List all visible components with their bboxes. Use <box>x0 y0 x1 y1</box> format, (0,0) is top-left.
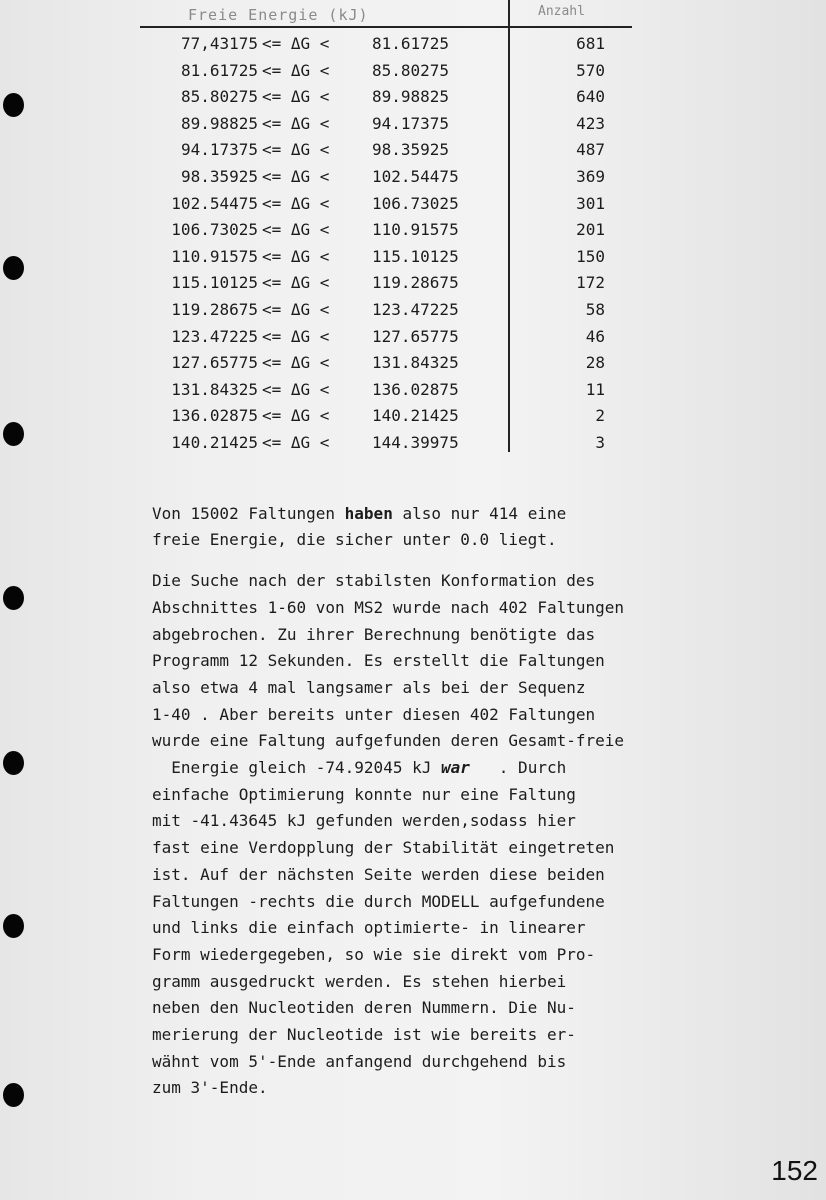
text-line: wähnt vom 5'-Ende anfangend durchgehend bis <box>152 1051 567 1071</box>
range-relation: <= ΔG < <box>262 34 330 53</box>
range-upper-bound: 94.17375 <box>372 113 450 133</box>
fold-count: 2 <box>595 406 605 426</box>
text-line: mit -41.43645 kJ gefunden werden,sodass hier <box>152 811 576 831</box>
range-lower-bound: 115.10125 <box>171 273 258 293</box>
fold-count: 58 <box>585 300 605 319</box>
range-upper-bound: 102.54475 <box>372 167 459 186</box>
table-row <box>0 380 826 407</box>
table-row <box>0 406 826 433</box>
range-lower-bound: 127.65775 <box>171 353 258 373</box>
range-upper-bound: 119.28675 <box>372 273 459 293</box>
range-upper-bound: 98.35925 <box>372 140 450 160</box>
text-line: fast eine Verdopplung der Stabilität eingetreten <box>152 838 615 858</box>
table-row <box>0 61 826 88</box>
range-upper-bound: 106.73025 <box>372 193 459 213</box>
range-lower-bound: 110.91575 <box>171 246 258 266</box>
fold-count: 487 <box>576 140 605 160</box>
fold-count: 301 <box>576 193 605 213</box>
range-upper-bound: 110.91575 <box>372 220 459 240</box>
table-row <box>0 34 826 61</box>
energy-line: Energie gleich -74.92045 kJ war . Durch <box>152 758 567 778</box>
text-line: merierung der Nucleotide ist wie bereits er- <box>152 1025 576 1045</box>
punch-hole <box>3 751 24 775</box>
range-relation: <= ΔG < <box>262 353 330 373</box>
range-relation: <= ΔG < <box>262 300 330 319</box>
range-lower-bound: 106.73025 <box>171 220 258 240</box>
fold-count: 640 <box>576 87 605 107</box>
range-relation: <= ΔG < <box>262 246 330 266</box>
table-row <box>0 167 826 194</box>
count-column-header: Anzahl <box>538 4 585 19</box>
range-relation: <= ΔG < <box>262 140 330 160</box>
text-line: und links die einfach optimierte- in linearer <box>152 918 586 938</box>
range-relation: <= ΔG < <box>262 113 330 133</box>
fold-count: 150 <box>576 246 605 266</box>
table-row <box>0 327 826 354</box>
text-line: Programm 12 Sekunden. Es erstellt die Faltungen <box>152 651 605 671</box>
page-number: 152 <box>771 1155 818 1186</box>
range-relation: <= ΔG < <box>262 193 330 213</box>
range-relation: <= ΔG < <box>262 379 330 399</box>
text-line: Von 15002 Faltungen haben also nur 414 eine <box>152 503 567 523</box>
range-upper-bound: 81.61725 <box>372 34 450 53</box>
range-lower-bound: 85.80275 <box>180 87 258 107</box>
text-line: gramm ausgedruckt werden. Es stehen hierbei <box>152 971 567 991</box>
table-row <box>0 87 826 114</box>
text-line: zum 3'-Ende. <box>152 1078 268 1098</box>
punch-hole <box>3 1083 24 1107</box>
search-paragraph <box>152 568 712 1102</box>
fold-count: 3 <box>595 433 605 452</box>
fold-count: 11 <box>585 379 605 399</box>
range-relation: <= ΔG < <box>262 273 330 293</box>
fold-count: 201 <box>576 220 605 240</box>
text-line: Form wiedergegeben, so wie sie direkt vom Pro- <box>152 944 596 964</box>
range-relation: <= ΔG < <box>262 60 330 80</box>
table-row <box>0 353 826 380</box>
range-lower-bound: 123.47225 <box>171 326 258 346</box>
table-row <box>0 220 826 247</box>
range-upper-bound: 127.65775 <box>372 326 459 346</box>
body-text <box>152 474 712 1129</box>
range-lower-bound: 77,43175 <box>180 34 258 53</box>
range-lower-bound: 98.35925 <box>180 167 258 186</box>
range-upper-bound: 136.02875 <box>372 379 459 399</box>
table-row <box>0 247 826 274</box>
range-lower-bound: 102.54475 <box>171 193 258 213</box>
range-upper-bound: 85.80275 <box>372 60 450 80</box>
range-upper-bound: 144.39975 <box>372 433 459 452</box>
text-line: wurde eine Faltung aufgefunden deren Gesamt-freie <box>152 731 625 751</box>
summary-paragraph <box>152 501 712 554</box>
range-relation: <= ΔG < <box>262 87 330 107</box>
table-row <box>0 433 826 460</box>
table-row <box>0 140 826 167</box>
range-lower-bound: 119.28675 <box>171 300 258 319</box>
range-relation: <= ΔG < <box>262 406 330 426</box>
range-lower-bound: 131.84325 <box>171 379 258 399</box>
table-row <box>0 194 826 221</box>
range-relation: <= ΔG < <box>262 326 330 346</box>
range-lower-bound: 89.98825 <box>180 113 258 133</box>
text-line: Faltungen -rechts die durch MODELL aufgefundene <box>152 891 605 911</box>
fold-count: 46 <box>585 326 605 346</box>
table-row <box>0 273 826 300</box>
punch-hole <box>3 586 24 610</box>
range-upper-bound: 115.10125 <box>372 246 459 266</box>
range-lower-bound: 94.17375 <box>180 140 258 160</box>
range-column-header: Freie Energie (kJ) <box>188 6 369 24</box>
range-lower-bound: 136.02875 <box>171 406 258 426</box>
energy-distribution-table <box>0 0 826 470</box>
text-line: ist. Auf der nächsten Seite werden diese beiden <box>152 864 605 884</box>
fold-count: 570 <box>576 60 605 80</box>
range-relation: <= ΔG < <box>262 167 330 186</box>
table-row <box>0 300 826 327</box>
range-upper-bound: 140.21425 <box>372 406 459 426</box>
range-relation: <= ΔG < <box>262 220 330 240</box>
text-line: abgebrochen. Zu ihrer Berechnung benötigte das <box>152 624 596 644</box>
table-row <box>0 114 826 141</box>
text-line: 1-40 . Aber bereits unter diesen 402 Faltungen <box>152 704 596 724</box>
text-line: freie Energie, die sicher unter 0.0 liegt. <box>152 530 557 550</box>
fold-count: 681 <box>576 34 605 53</box>
range-upper-bound: 131.84325 <box>372 353 459 373</box>
range-upper-bound: 123.47225 <box>372 300 459 319</box>
text-line: neben den Nucleotiden deren Nummern. Die Nu- <box>152 998 576 1018</box>
fold-count: 172 <box>576 273 605 293</box>
range-lower-bound: 140.21425 <box>171 433 258 452</box>
range-upper-bound: 89.98825 <box>372 87 450 107</box>
text-line: einfache Optimierung konnte nur eine Faltung <box>152 784 576 804</box>
text-line: also etwa 4 mal langsamer als bei der Sequenz <box>152 677 586 697</box>
fold-count: 423 <box>576 113 605 133</box>
text-line: Abschnittes 1-60 von MS2 wurde nach 402 Faltungen <box>152 597 625 617</box>
range-lower-bound: 81.61725 <box>180 60 258 80</box>
fold-count: 28 <box>585 353 605 373</box>
range-relation: <= ΔG < <box>262 433 330 452</box>
text-line: Die Suche nach der stabilsten Konformation des <box>152 571 596 591</box>
fold-count: 369 <box>576 167 605 186</box>
punch-hole <box>3 914 24 938</box>
header-rule <box>140 26 632 28</box>
